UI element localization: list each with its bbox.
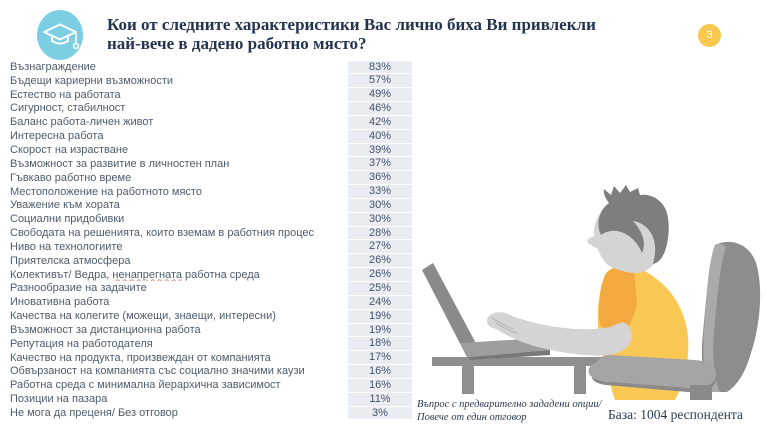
table-row xyxy=(8,365,412,379)
table-row xyxy=(8,282,412,296)
row-label: Позиции на пазара xyxy=(10,393,108,406)
table-row xyxy=(8,392,412,406)
table-row xyxy=(8,129,412,143)
page-title xyxy=(107,15,697,53)
table-row xyxy=(8,351,412,365)
row-value: 37% xyxy=(348,157,412,170)
row-label: Уважение към хората xyxy=(10,199,120,212)
row-label: Интересна работа xyxy=(10,130,104,143)
row-value: 17% xyxy=(348,351,412,364)
row-value: 25% xyxy=(348,282,412,295)
page-title-line2: най-вече в дадено работно място? xyxy=(107,34,367,53)
row-value: 33% xyxy=(348,185,412,198)
row-label: Възможност за развитие в личностен план xyxy=(10,157,230,170)
base-respondents-label: База: 1004 респондента xyxy=(608,407,743,422)
row-label: Не мога да преценя/ Без отговор xyxy=(10,407,178,420)
question-note: Въпрос с предварително зададени опции/ Повече от един отговор xyxy=(417,399,602,423)
table-row xyxy=(8,74,412,88)
row-value: 24% xyxy=(348,296,412,309)
row-value: 28% xyxy=(348,227,412,240)
table-row xyxy=(8,115,412,129)
row-label: Разнообразие на задачите xyxy=(10,282,147,295)
row-value: 16% xyxy=(348,379,412,392)
table-row xyxy=(8,102,412,116)
row-label: Обвързаност на компанията със социално значими каузи xyxy=(10,365,305,378)
row-label: Ниво на технологиите xyxy=(10,240,123,253)
page-title-line1: Кои от следните характеристики Вас лично биха Ви привлекли xyxy=(107,15,596,34)
graduation-cap-icon xyxy=(34,7,86,63)
table-row xyxy=(8,268,412,282)
table-row xyxy=(8,171,412,185)
row-label: Сигурност, стабилност xyxy=(10,102,126,115)
row-label: Скорост на израстване xyxy=(10,143,129,156)
row-value: 26% xyxy=(348,254,412,267)
row-value: 30% xyxy=(348,213,412,226)
row-label: Възнаграждение xyxy=(10,60,96,73)
row-value: 57% xyxy=(348,74,412,87)
page-number-badge: 3 xyxy=(698,24,721,47)
row-value: 11% xyxy=(348,393,412,406)
row-value: 49% xyxy=(348,88,412,101)
row-label: Репутация на работодателя xyxy=(10,337,153,350)
table-row xyxy=(8,323,412,337)
table-row xyxy=(8,212,412,226)
row-label: Местоположение на работното място xyxy=(10,185,202,198)
row-value: 19% xyxy=(348,310,412,323)
row-value: 42% xyxy=(348,116,412,129)
row-label: Социални придобивки xyxy=(10,213,125,226)
table-row xyxy=(8,254,412,268)
row-value: 36% xyxy=(348,171,412,184)
row-label: Баланс работа-личен живот xyxy=(10,116,154,129)
table-row xyxy=(8,157,412,171)
table-row xyxy=(8,60,412,74)
row-label: Колективът/ Ведра, ненапрегната работна среда xyxy=(10,268,260,281)
row-label: Бъдещи кариерни възможности xyxy=(10,74,174,87)
row-label: Качество на продукта, произвеждан от компанията xyxy=(10,351,271,364)
table-row xyxy=(8,295,412,309)
table-row xyxy=(8,143,412,157)
table-row xyxy=(8,240,412,254)
table-row xyxy=(8,337,412,351)
table-row xyxy=(8,406,412,420)
row-value: 19% xyxy=(348,324,412,337)
row-label: Качества на колегите (можещи, знаещи, интересни) xyxy=(10,310,276,323)
row-value: 83% xyxy=(348,61,412,74)
table-row xyxy=(8,226,412,240)
row-value: 39% xyxy=(348,144,412,157)
table-row xyxy=(8,88,412,102)
survey-table xyxy=(8,60,412,420)
row-value: 26% xyxy=(348,268,412,281)
table-row xyxy=(8,309,412,323)
row-value: 30% xyxy=(348,199,412,212)
person-at-laptop-illustration xyxy=(420,185,768,400)
row-label: Иновативна работа xyxy=(10,296,110,309)
row-value: 18% xyxy=(348,337,412,350)
table-row xyxy=(8,378,412,392)
row-label: Възможност за дистанционна работа xyxy=(10,323,201,336)
row-label: Приятелска атмосфера xyxy=(10,254,131,267)
row-value: 40% xyxy=(348,130,412,143)
row-value: 16% xyxy=(348,365,412,378)
row-value: 27% xyxy=(348,240,412,253)
row-label: Гъвкаво работно време xyxy=(10,171,132,184)
row-label: Свободата на решенията, които вземам в работния процес xyxy=(10,227,314,240)
row-value: 46% xyxy=(348,102,412,115)
row-label: Естество на работата xyxy=(10,88,121,101)
row-label: Работна среда с минимална йерархична зависимост xyxy=(10,379,281,392)
misspelled-word: ненапрегната xyxy=(112,268,182,281)
row-value: 3% xyxy=(348,407,412,420)
table-row xyxy=(8,185,412,199)
table-row xyxy=(8,198,412,212)
